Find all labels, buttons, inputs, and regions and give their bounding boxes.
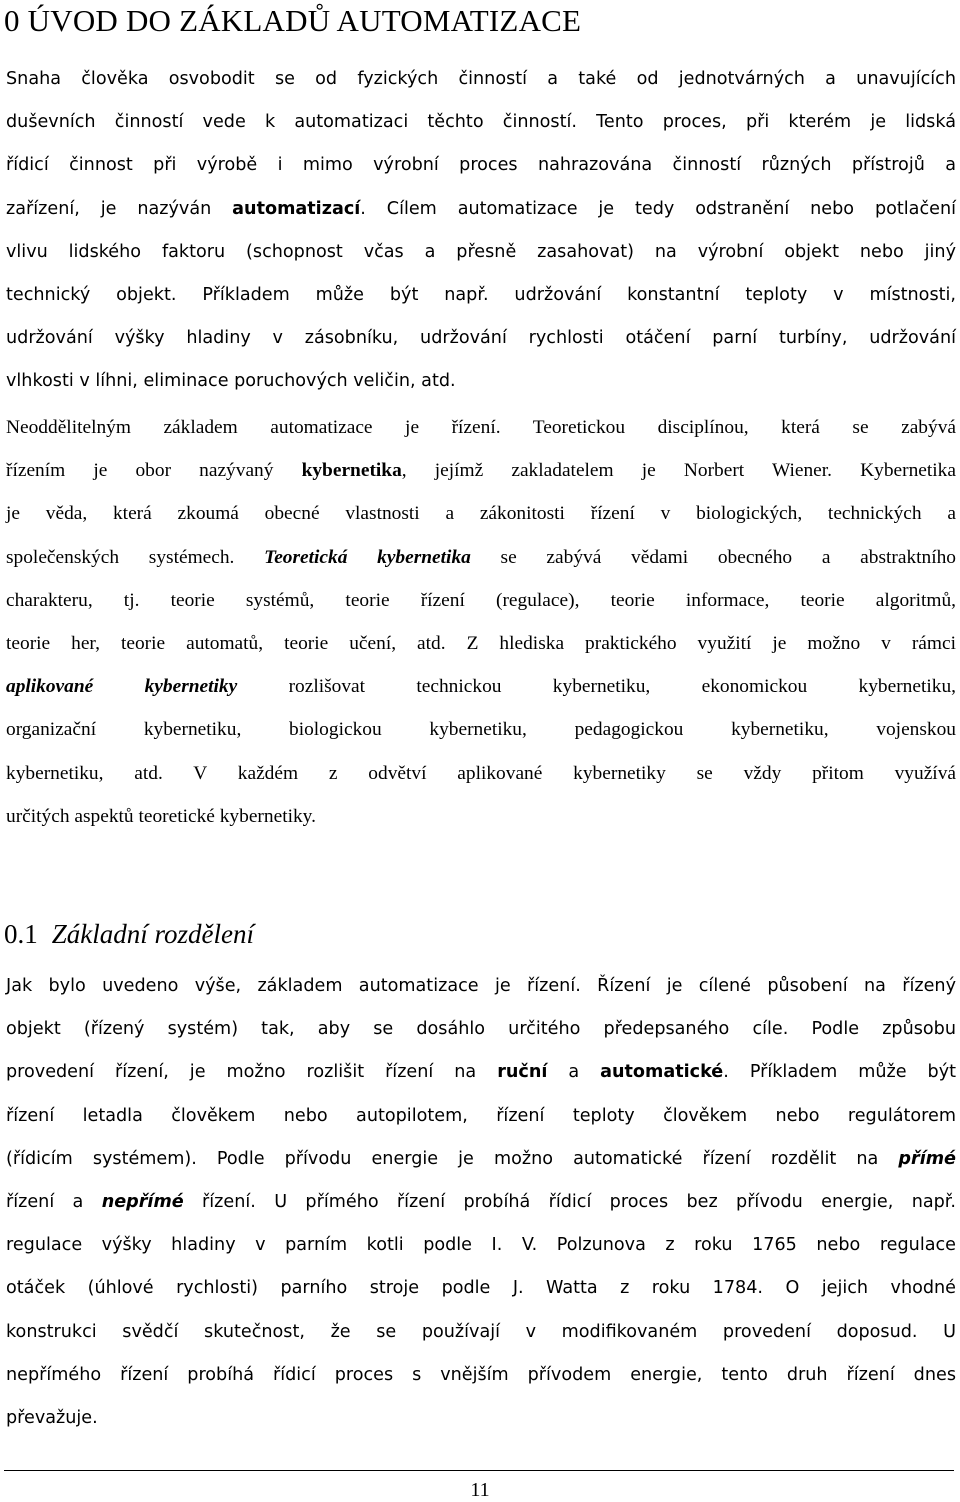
text-line: vlhkosti v líhni, eliminace poruchových veličin, atd.: [6, 371, 456, 392]
control-types-paragraph: [6, 965, 956, 1440]
term-automaticke: automatické: [600, 1062, 724, 1083]
text-line: charakteru, tj. teorie systémů, teorie řízení (regulace), teorie informace, teorie algoritmů,: [6, 589, 956, 611]
text-line: Snaha člověka osvobodit se od fyzických činností a také od jednotvárných a unavujících: [6, 69, 956, 89]
text-line: technický objekt. Příkladem může být např. udržování konstantní teploty v místnosti,: [6, 284, 956, 305]
cybernetics-paragraph: [6, 406, 956, 838]
text-line: (řídicím systémem). Podle přívodu energie je možno automatické řízení rozdělit na přímé: [6, 1148, 956, 1169]
term-automatizaci: automatizací: [232, 198, 361, 219]
term-rucni: ruční: [497, 1062, 548, 1083]
text-line: objekt (řízený systém) tak, aby se dosáhlo určitého předepsaného cíle. Podle způsobu: [6, 1019, 956, 1040]
text-line: Jak bylo uvedeno výše, základem automatizace je řízení. Řízení je cílené působení na řízený: [6, 976, 956, 996]
chapter-title: 0 ÚVOD DO ZÁKLADŮ AUTOMATIZACE: [4, 3, 582, 38]
section-heading: [4, 914, 254, 954]
text-line: organizační kybernetiku, biologickou kybernetiku, pedagogickou kybernetiku, vojenskou: [6, 719, 956, 741]
text-line: regulace výšky hladiny v parním kotli podle I. V. Polzunova z roku 1765 nebo regulace: [6, 1235, 956, 1256]
term-neprime: nepřímé: [101, 1191, 184, 1212]
footer-divider: [4, 1470, 954, 1471]
text-line: aplikované kybernetiky rozlišovat technickou kybernetiku, ekonomickou kybernetiku,: [6, 676, 956, 698]
text-line: vlivu lidského faktoru (schopnost včas a přesně zasahovat) na výrobní objekt nebo jiný: [6, 241, 956, 262]
text-line: otáček (úhlové rychlosti) parního stroje podle J. Watta z roku 1784. O jejich vhodné: [6, 1278, 956, 1299]
text-line: kybernetiku, atd. V každém z odvětví aplikované kybernetiky se vždy přitom využívá: [6, 762, 956, 784]
text-line: provedení řízení, je možno rozlišit řízení na ruční a automatické. Příkladem může být: [6, 1062, 957, 1083]
term-prime: přímé: [898, 1148, 956, 1169]
text-line: řídicí činnost při výrobě i mimo výrobní proces nahrazována činností různých přístrojů a: [6, 155, 956, 176]
text-line: duševních činností vede k automatizaci těchto činností. Tento proces, při kterém je lidská: [6, 112, 956, 133]
section-title: Základní rozdělení: [51, 919, 254, 949]
text-line: převažuje.: [6, 1407, 98, 1428]
term-kybernetika: kybernetika: [301, 460, 402, 482]
text-line: společenských systémech. Teoretická kybernetika se zabývá vědami obecného a abstraktního: [6, 546, 956, 568]
text-line: nepřímého řízení probíhá řídicí proces s vnějším přívodem energie, tento druh řízení dnes: [6, 1364, 956, 1385]
text-line: řízení letadla člověkem nebo autopilotem, řízení teploty člověkem nebo regulátorem: [6, 1105, 956, 1126]
text-line: teorie her, teorie automatů, teorie učení, atd. Z hlediska praktického využití je možno v rámci: [6, 632, 956, 654]
text-line: řízením je obor nazývaný kybernetika, jejímž zakladatelem je Norbert Wiener. Kybernetika: [6, 460, 956, 482]
intro-paragraph: [6, 58, 956, 404]
page-number: 11: [470, 1479, 490, 1501]
text-line: je věda, která zkoumá obecné vlastnosti a zákonitosti řízení v biologických, technických a: [6, 503, 956, 525]
term-aplikovane-kybernetiky: aplikované kybernetiky: [6, 676, 238, 698]
text-line: Neoddělitelným základem automatizace je řízení. Teoretickou disciplínou, která se zabývá: [6, 417, 956, 438]
section-number: 0.1: [4, 919, 38, 949]
text-line: určitých aspektů teoretické kybernetiky.: [6, 805, 316, 827]
term-teoreticka-kybernetika: Teoretická kybernetika: [264, 546, 471, 568]
text-line: řízení a nepřímé řízení. U přímého řízení probíhá řídicí proces bez přívodu energie, např.: [6, 1191, 957, 1212]
text-line: udržování výšky hladiny v zásobníku, udržování rychlosti otáčení parní turbíny, udržování: [6, 328, 956, 349]
text-line: konstrukci svědčí skutečnost, že se používají v modifikovaném provedení doposud. U: [6, 1321, 956, 1342]
text-line: zařízení, je nazýván automatizací. Cílem automatizace je tedy odstranění nebo potlačení: [6, 198, 957, 219]
